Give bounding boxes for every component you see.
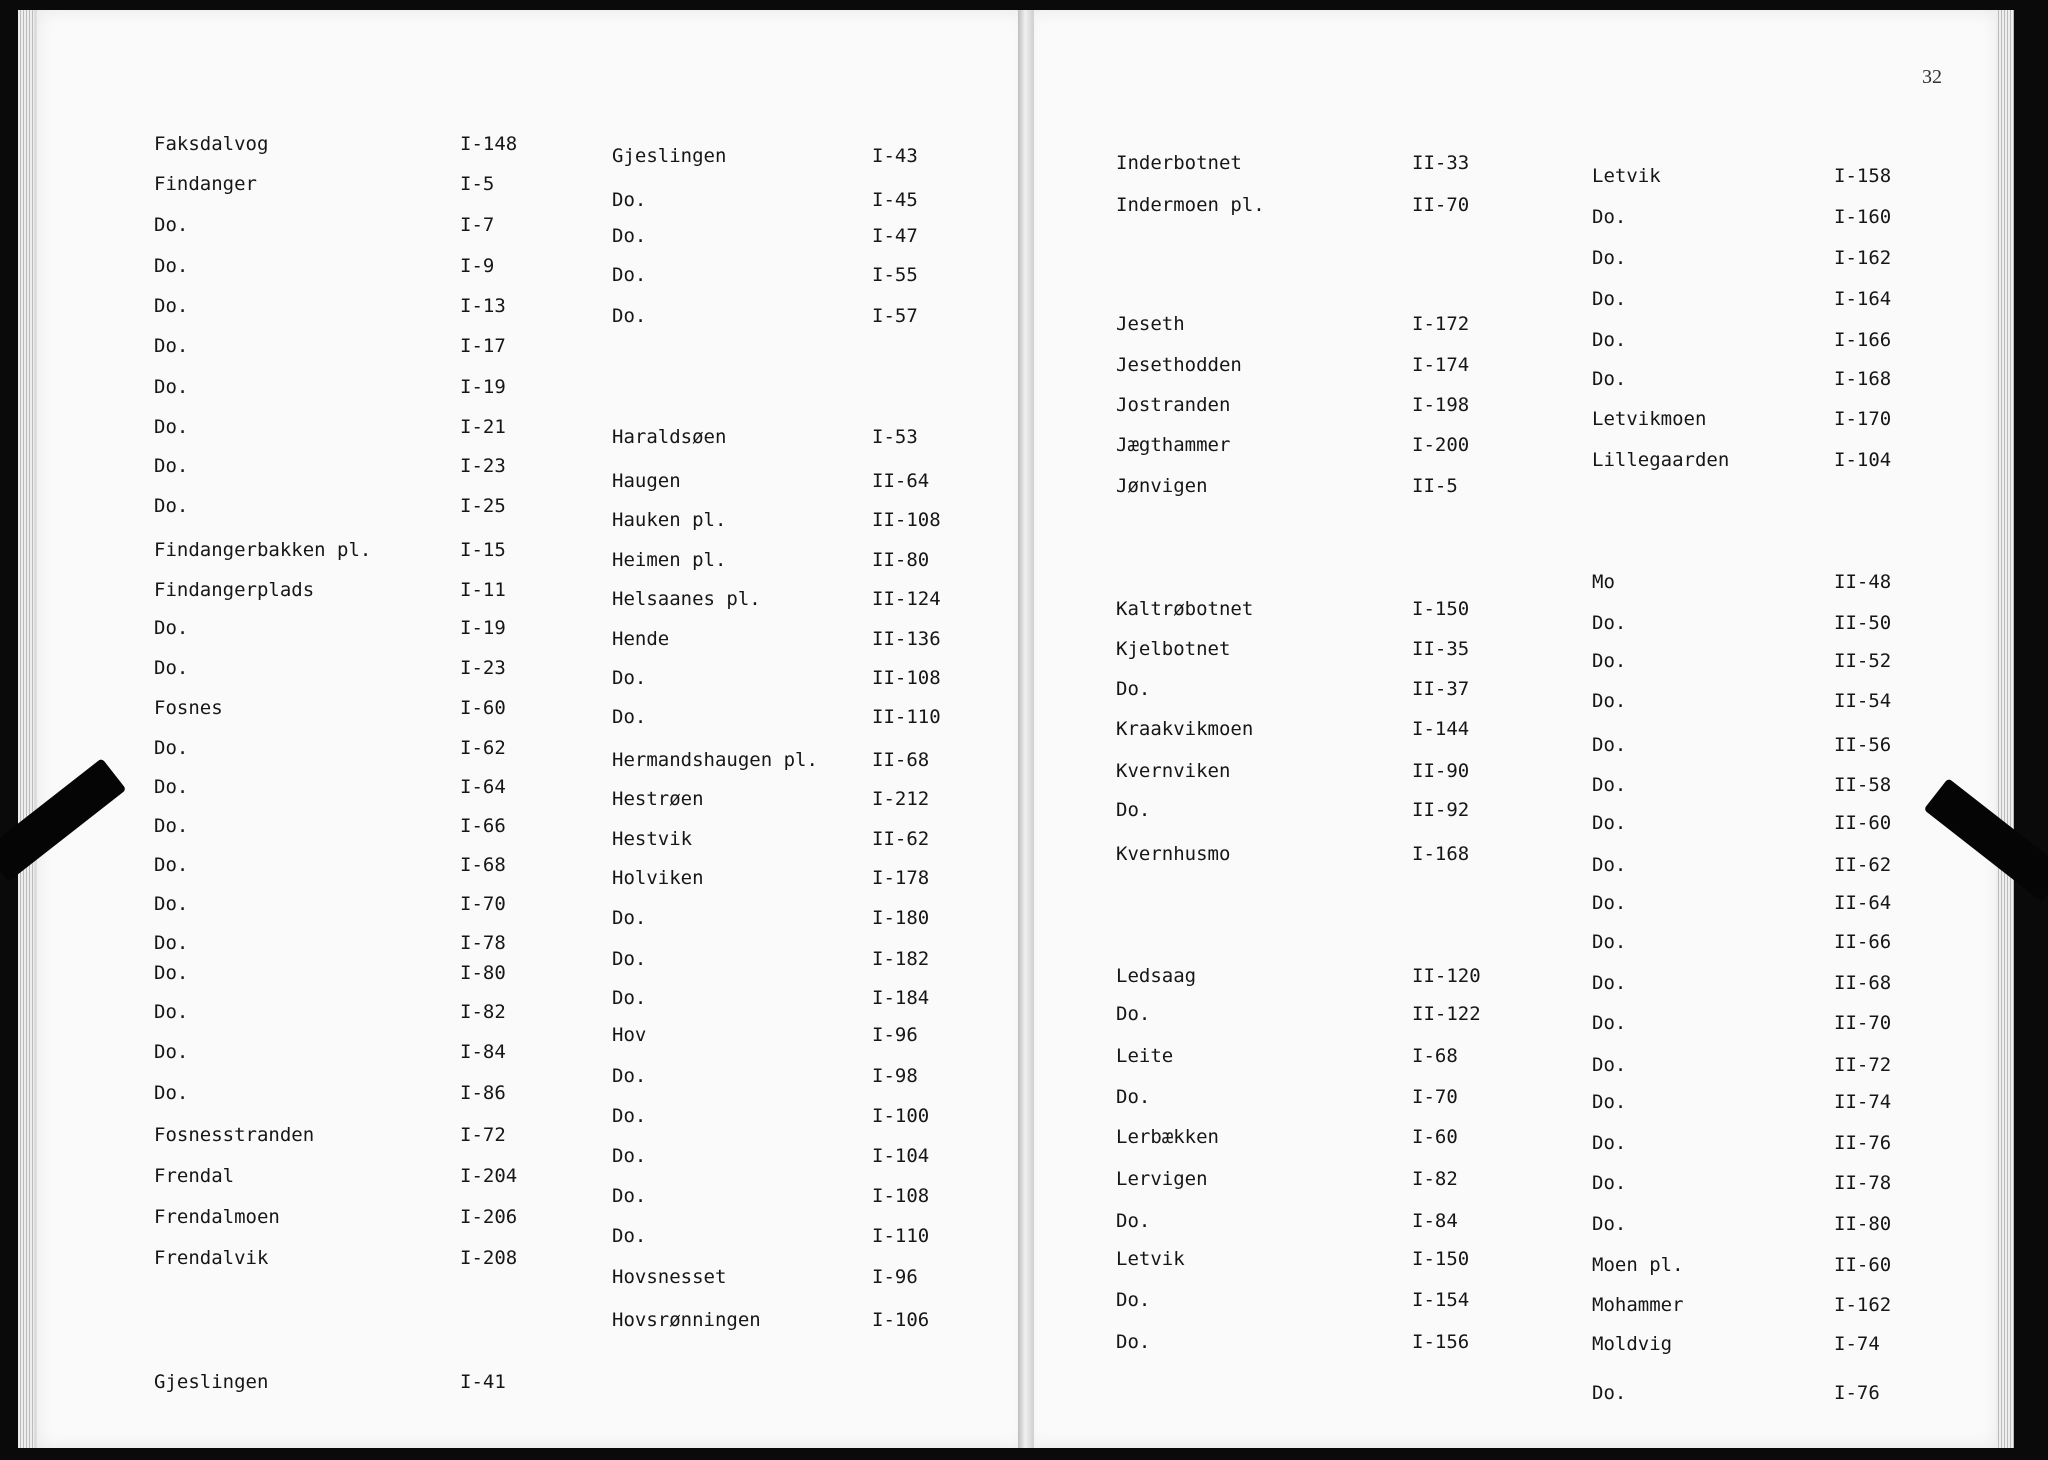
entry-reference: I-206 — [460, 1206, 518, 1228]
entry-name: Do. — [154, 776, 189, 798]
entry-name: Do. — [612, 305, 647, 327]
entry-reference: II-64 — [1834, 892, 1892, 914]
entry-name: Do. — [154, 932, 189, 954]
entry-reference: I-74 — [1834, 1333, 1880, 1355]
entry-name: Do. — [154, 962, 189, 984]
page-number: 32 — [1922, 66, 1942, 88]
entry-name: Do. — [154, 657, 189, 679]
entry-reference: I-150 — [1412, 598, 1470, 620]
entry-name: Do. — [1592, 1172, 1627, 1194]
entry-name: Helsaanes pl. — [612, 588, 761, 610]
entry-name: Do. — [154, 295, 189, 317]
entry-name: Do. — [612, 1185, 647, 1207]
entry-reference: I-162 — [1834, 1294, 1892, 1316]
entry-reference: I-84 — [1412, 1210, 1458, 1232]
entry-reference: I-19 — [460, 617, 506, 639]
entry-reference: II-62 — [1834, 854, 1892, 876]
entry-name: Do. — [154, 893, 189, 915]
entry-reference: I-23 — [460, 455, 506, 477]
entry-reference: I-168 — [1412, 843, 1470, 865]
entry-reference: I-170 — [1834, 408, 1892, 430]
entry-name: Do. — [154, 854, 189, 876]
entry-reference: I-158 — [1834, 165, 1892, 187]
entry-name: Jesethodden — [1116, 354, 1242, 376]
entry-name: Hovsrønningen — [612, 1309, 761, 1331]
entry-name: Do. — [1592, 734, 1627, 756]
entry-reference: I-45 — [872, 189, 918, 211]
entry-reference: I-17 — [460, 335, 506, 357]
entry-reference: I-212 — [872, 788, 930, 810]
entry-name: Jostranden — [1116, 394, 1231, 416]
entry-name: Letvikmoen — [1592, 408, 1707, 430]
entry-reference: II-54 — [1834, 690, 1892, 712]
entry-name: Hende — [612, 628, 670, 650]
entry-name: Indermoen pl. — [1116, 194, 1265, 216]
entry-reference: I-13 — [460, 295, 506, 317]
entry-reference: I-200 — [1412, 434, 1470, 456]
entry-reference: I-86 — [460, 1082, 506, 1104]
entry-reference: I-11 — [460, 579, 506, 601]
entry-reference: II-33 — [1412, 152, 1470, 174]
entry-name: Do. — [1116, 1210, 1151, 1232]
entry-name: Kraakvikmoen — [1116, 718, 1254, 740]
entry-name: Do. — [1116, 1003, 1151, 1025]
entry-name: Jeseth — [1116, 313, 1185, 335]
entry-name: Do. — [1592, 1054, 1627, 1076]
entry-name: Hov — [612, 1024, 647, 1046]
entry-reference: II-66 — [1834, 931, 1892, 953]
entry-name: Fosnesstranden — [154, 1124, 315, 1146]
entry-name: Do. — [612, 667, 647, 689]
entry-reference: I-78 — [460, 932, 506, 954]
entry-reference: I-21 — [460, 416, 506, 438]
entry-reference: I-60 — [1412, 1126, 1458, 1148]
entry-name: Haugen — [612, 470, 681, 492]
entry-reference: I-5 — [460, 173, 495, 195]
entry-reference: II-64 — [872, 470, 930, 492]
entry-name: Holviken — [612, 867, 704, 889]
entry-name: Do. — [612, 1145, 647, 1167]
entry-reference: I-7 — [460, 214, 495, 236]
entry-name: Do. — [1592, 329, 1627, 351]
entry-name: Do. — [1592, 774, 1627, 796]
entry-reference: I-62 — [460, 737, 506, 759]
entry-name: Heimen pl. — [612, 549, 727, 571]
entry-reference: II-124 — [872, 588, 941, 610]
entry-name: Lillegaarden — [1592, 449, 1730, 471]
entry-reference: I-43 — [872, 145, 918, 167]
entry-reference: I-100 — [872, 1105, 930, 1127]
entry-reference: I-184 — [872, 987, 930, 1009]
entry-reference: I-53 — [872, 426, 918, 448]
entry-name: Do. — [1592, 1132, 1627, 1154]
entry-reference: I-70 — [460, 893, 506, 915]
entry-name: Do. — [1592, 612, 1627, 634]
entry-reference: I-47 — [872, 225, 918, 247]
entry-reference: II-5 — [1412, 475, 1458, 497]
entry-reference: II-35 — [1412, 638, 1470, 660]
entry-reference: I-80 — [460, 962, 506, 984]
entry-reference: II-68 — [1834, 972, 1892, 994]
entry-name: Do. — [1116, 799, 1151, 821]
entry-name: Letvik — [1116, 1248, 1185, 1270]
entry-name: Do. — [1592, 1382, 1627, 1404]
entry-name: Do. — [1116, 1086, 1151, 1108]
entry-name: Lerbækken — [1116, 1126, 1219, 1148]
entry-reference: I-57 — [872, 305, 918, 327]
entry-reference: I-182 — [872, 948, 930, 970]
entry-name: Do. — [154, 1041, 189, 1063]
entry-reference: II-70 — [1834, 1012, 1892, 1034]
entry-reference: I-41 — [460, 1371, 506, 1393]
entry-reference: I-15 — [460, 539, 506, 561]
entry-name: Gjeslingen — [612, 145, 727, 167]
entry-name: Do. — [1592, 1012, 1627, 1034]
entry-name: Do. — [1592, 931, 1627, 953]
entry-name: Inderbotnet — [1116, 152, 1242, 174]
entry-reference: II-50 — [1834, 612, 1892, 634]
entry-name: Gjeslingen — [154, 1371, 269, 1393]
entry-reference: II-48 — [1834, 571, 1892, 593]
entry-name: Do. — [1116, 1289, 1151, 1311]
entry-name: Ledsaag — [1116, 965, 1197, 987]
entry-reference: I-144 — [1412, 718, 1470, 740]
entry-name: Do. — [612, 264, 647, 286]
entry-reference: I-162 — [1834, 247, 1892, 269]
entry-reference: I-108 — [872, 1185, 930, 1207]
entry-name: Frendalmoen — [154, 1206, 280, 1228]
entry-name: Haraldsøen — [612, 426, 727, 448]
entry-name: Do. — [154, 335, 189, 357]
entry-reference: II-120 — [1412, 965, 1481, 987]
entry-name: Leite — [1116, 1045, 1174, 1067]
entry-name: Do. — [1116, 1331, 1151, 1353]
entry-name: Kvernhusmo — [1116, 843, 1231, 865]
entry-reference: I-104 — [872, 1145, 930, 1167]
entry-name: Do. — [154, 495, 189, 517]
entry-name: Do. — [154, 416, 189, 438]
entry-reference: I-9 — [460, 255, 495, 277]
entry-name: Kjelbotnet — [1116, 638, 1231, 660]
entry-reference: I-70 — [1412, 1086, 1458, 1108]
entry-reference: I-98 — [872, 1065, 918, 1087]
entry-name: Mohammer — [1592, 1294, 1684, 1316]
entry-reference: II-92 — [1412, 799, 1470, 821]
entry-reference: I-156 — [1412, 1331, 1470, 1353]
entry-reference: I-172 — [1412, 313, 1470, 335]
entry-reference: II-78 — [1834, 1172, 1892, 1194]
entry-reference: II-56 — [1834, 734, 1892, 756]
entry-reference: I-178 — [872, 867, 930, 889]
entry-reference: I-66 — [460, 815, 506, 837]
entry-name: Do. — [612, 189, 647, 211]
entry-name: Do. — [154, 617, 189, 639]
entry-reference: I-68 — [1412, 1045, 1458, 1067]
entry-name: Frendalvik — [154, 1247, 269, 1269]
entry-reference: I-150 — [1412, 1248, 1470, 1270]
entry-name: Kvernviken — [1116, 760, 1231, 782]
entry-name: Findanger — [154, 173, 257, 195]
entry-reference: II-60 — [1834, 812, 1892, 834]
entry-reference: I-76 — [1834, 1382, 1880, 1404]
entry-reference: I-208 — [460, 1247, 518, 1269]
entry-name: Hovsnesset — [612, 1266, 727, 1288]
entry-name: Do. — [612, 706, 647, 728]
entry-reference: II-136 — [872, 628, 941, 650]
entry-name: Do. — [612, 1225, 647, 1247]
entry-name: Do. — [612, 987, 647, 1009]
entry-reference: II-37 — [1412, 678, 1470, 700]
entry-name: Do. — [154, 737, 189, 759]
entry-reference: I-96 — [872, 1266, 918, 1288]
entry-name: Do. — [1116, 678, 1151, 700]
entry-reference: I-23 — [460, 657, 506, 679]
entry-name: Do. — [154, 1001, 189, 1023]
entry-reference: I-168 — [1834, 368, 1892, 390]
entry-reference: I-174 — [1412, 354, 1470, 376]
entry-name: Hestrøen — [612, 788, 704, 810]
entry-reference: I-198 — [1412, 394, 1470, 416]
entry-reference: I-106 — [872, 1309, 930, 1331]
entry-name: Do. — [612, 1105, 647, 1127]
entry-name: Do. — [1592, 247, 1627, 269]
entry-reference: I-96 — [872, 1024, 918, 1046]
book-gutter — [1018, 10, 1034, 1448]
entry-reference: II-90 — [1412, 760, 1470, 782]
entry-name: Do. — [1592, 650, 1627, 672]
page-edges-right — [1996, 10, 2014, 1448]
entry-name: Do. — [1592, 690, 1627, 712]
entry-reference: II-60 — [1834, 1254, 1892, 1276]
entry-name: Do. — [1592, 812, 1627, 834]
entry-reference: I-60 — [460, 697, 506, 719]
entry-name: Moldvig — [1592, 1333, 1673, 1355]
entry-reference: I-160 — [1834, 206, 1892, 228]
entry-name: Do. — [1592, 1091, 1627, 1113]
entry-name: Do. — [1592, 288, 1627, 310]
entry-reference: I-82 — [460, 1001, 506, 1023]
entry-reference: II-80 — [872, 549, 930, 571]
entry-reference: II-72 — [1834, 1054, 1892, 1076]
entry-name: Do. — [154, 376, 189, 398]
entry-reference: II-76 — [1834, 1132, 1892, 1154]
entry-name: Do. — [612, 225, 647, 247]
entry-reference: II-52 — [1834, 650, 1892, 672]
entry-name: Do. — [154, 1082, 189, 1104]
entry-name: Do. — [612, 907, 647, 929]
entry-name: Do. — [154, 455, 189, 477]
entry-name: Do. — [1592, 368, 1627, 390]
entry-name: Hauken pl. — [612, 509, 727, 531]
entry-name: Do. — [1592, 206, 1627, 228]
entry-reference: I-84 — [460, 1041, 506, 1063]
entry-reference: II-58 — [1834, 774, 1892, 796]
entry-reference: I-82 — [1412, 1168, 1458, 1190]
entry-name: Hestvik — [612, 828, 693, 850]
entry-name: Jønvigen — [1116, 475, 1208, 497]
entry-reference: II-108 — [872, 509, 941, 531]
entry-name: Jægthammer — [1116, 434, 1231, 456]
entry-reference: II-110 — [872, 706, 941, 728]
entry-name: Do. — [612, 1065, 647, 1087]
entry-name: Faksdalvog — [154, 133, 269, 155]
entry-reference: II-74 — [1834, 1091, 1892, 1113]
entry-reference: I-204 — [460, 1165, 518, 1187]
entry-name: Letvik — [1592, 165, 1661, 187]
entry-reference: I-110 — [872, 1225, 930, 1247]
entry-reference: I-64 — [460, 776, 506, 798]
entry-name: Kaltrøbotnet — [1116, 598, 1254, 620]
entry-reference: I-154 — [1412, 1289, 1470, 1311]
entry-reference: I-180 — [872, 907, 930, 929]
entry-reference: I-25 — [460, 495, 506, 517]
entry-name: Do. — [154, 255, 189, 277]
entry-reference: I-68 — [460, 854, 506, 876]
entry-name: Mo — [1592, 571, 1615, 593]
entry-reference: II-122 — [1412, 1003, 1481, 1025]
entry-name: Frendal — [154, 1165, 235, 1187]
entry-name: Do. — [1592, 1213, 1627, 1235]
entry-reference: II-80 — [1834, 1213, 1892, 1235]
entry-name: Lervigen — [1116, 1168, 1208, 1190]
entry-reference: I-164 — [1834, 288, 1892, 310]
entry-name: Hermandshaugen pl. — [612, 749, 818, 771]
entry-reference: I-55 — [872, 264, 918, 286]
entry-reference: I-148 — [460, 133, 518, 155]
entry-name: Do. — [1592, 854, 1627, 876]
entry-reference: II-68 — [872, 749, 930, 771]
entry-name: Do. — [612, 948, 647, 970]
entry-name: Do. — [154, 214, 189, 236]
entry-name: Do. — [154, 815, 189, 837]
entry-reference: I-19 — [460, 376, 506, 398]
entry-reference: II-70 — [1412, 194, 1470, 216]
entry-reference: II-62 — [872, 828, 930, 850]
entry-reference: I-166 — [1834, 329, 1892, 351]
entry-reference: I-104 — [1834, 449, 1892, 471]
entry-name: Moen pl. — [1592, 1254, 1684, 1276]
entry-name: Fosnes — [154, 697, 223, 719]
entry-name: Findangerbakken pl. — [154, 539, 372, 561]
entry-name: Findangerplads — [154, 579, 315, 601]
entry-reference: II-108 — [872, 667, 941, 689]
entry-name: Do. — [1592, 972, 1627, 994]
entry-name: Do. — [1592, 892, 1627, 914]
entry-reference: I-72 — [460, 1124, 506, 1146]
